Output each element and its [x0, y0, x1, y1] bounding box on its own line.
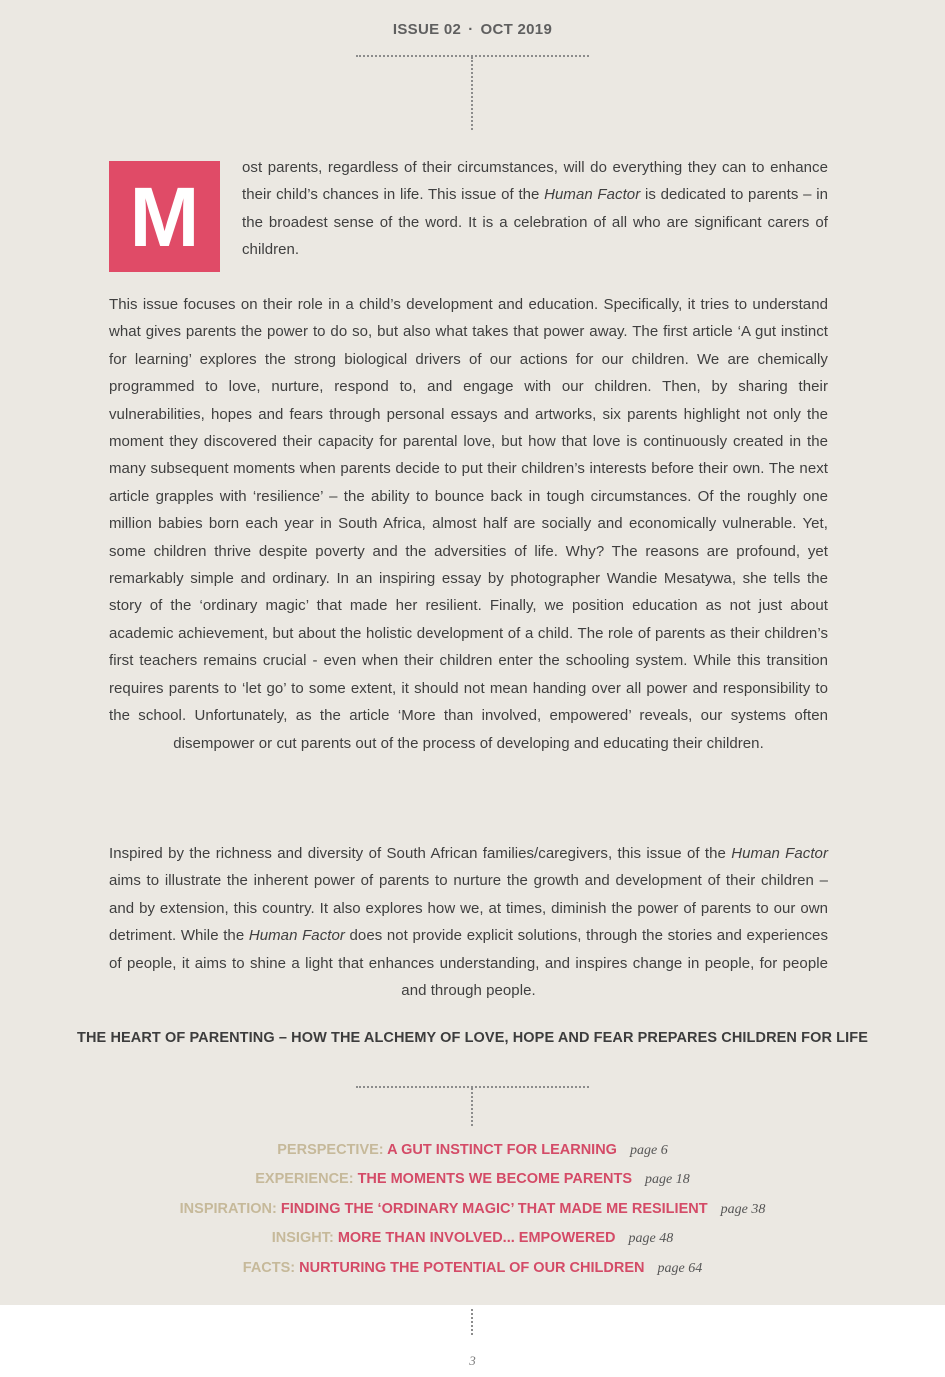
contents-page: page 6 — [630, 1143, 668, 1158]
contents-page: page 64 — [657, 1260, 703, 1276]
page-number: 3 — [469, 1353, 476, 1368]
contents-category: PERSPECTIVE: — [277, 1142, 384, 1158]
contents-title[interactable]: A GUT INSTINCT FOR LEARNING — [387, 1142, 617, 1158]
second-part-2: aims to illustrate the inherent power of parents to nurture the growth and development of their children – and by extension, this country. It also explores how we, at times, diminish the power of parents to our own detriment. While the — [109, 872, 828, 945]
body-paragraph: This issue focuses on their role in a child’s development and education. Specifically, it tries to understand what gives parents the power to do so, but also what takes that power away. The first article ‘A gut instinct for learning’ explores the strong biological drivers of our actions for our children. We are chemically programmed to love, nurture, respond to, and engage with our children. Then, by sharing their vulnerabilities, hopes and fears through personal essays and artworks, six parents highlight not only the moment they discovered their capacity for parental love, but how that love is continuously created in the many subsequent moments when parents decide to put their children’s interests before their own. The next article grapples with ‘resilience’ – the ability to bounce back in tough circumstances. Of the roughly one million babies born each year in South Africa, almost half are socially and economically vulnerable. Yet, some children thrive despite poverty and the adversities of life. Why? The reasons are profound, yet remarkably simple and ordinary. In an inspiring essay by photographer Wandie Mesatywa, she tells the story of the ‘ordinary magic’ that made her resilient. Finally, we position education as not just about academic achievement, but about the holistic development of a child. The role of parents as their children’s first teachers remains crucial - even when their children enter the schooling system. While this transition requires parents to ‘let go’ to some extent, it should not mean handing over all power and responsibility to the school. Unfortunately, as the article ‘More than involved, empowered’ reveals, our systems often disempower or cut parents out of the process of developing and educating their children. — [109, 296, 828, 752]
contents-item[interactable] — [0, 1226, 945, 1255]
issue-date: OCT 2019 — [480, 21, 553, 38]
contents-item[interactable] — [0, 1167, 945, 1196]
publication-name: Human Factor — [731, 845, 828, 862]
contents-title[interactable]: THE MOMENTS WE BECOME PARENTS — [357, 1171, 633, 1188]
contents-category: INSPIRATION: — [179, 1200, 277, 1217]
intro-paragraph — [242, 154, 828, 264]
contents-page: page 38 — [720, 1201, 766, 1217]
issue-label — [0, 21, 945, 38]
second-part-1: Inspired by the richness and diversity of South African families/caregivers, this issue of the — [109, 845, 732, 862]
contents-page: page 18 — [645, 1172, 690, 1188]
second-part-3: does not provide explicit solutions, through the stories and experiences of people, it aims to shine a light that enhances understanding, and inspires change in people, for people and through people. — [109, 927, 828, 1000]
publication-name: Human Factor — [544, 186, 641, 204]
contents-title[interactable]: FINDING THE ‘ORDINARY MAGIC’ THAT MADE ME RESILIENT — [280, 1200, 708, 1217]
contents-list — [0, 1138, 945, 1285]
contents-title[interactable]: NURTURING THE POTENTIAL OF OUR CHILDREN — [299, 1259, 645, 1276]
footer-vertical-divider — [471, 1309, 473, 1335]
intro-lead: ost parents, regardless of their circumstances, will do everything they can to enhance their child’s chances in life. This issue of the — [242, 159, 828, 204]
publication-name: Human Factor — [248, 927, 345, 945]
contents-page: page 48 — [628, 1231, 674, 1247]
issue-number: ISSUE 02 — [392, 21, 462, 38]
intro-tail: is dedicated to parents – in the broadest sense of the word. It is a celebration of all who are significant carers of children. — [242, 186, 828, 259]
contents-item[interactable] — [0, 1256, 945, 1285]
section-heading: THE HEART OF PARENTING – HOW THE ALCHEMY OF LOVE, HOPE AND FEAR PREPARES CHILDREN FOR LIFE — [77, 1030, 868, 1046]
contents-item[interactable] — [0, 1138, 945, 1167]
top-vertical-divider — [471, 57, 473, 130]
contents-item[interactable] — [0, 1197, 945, 1226]
second-paragraph — [109, 840, 828, 1004]
contents-category: EXPERIENCE: — [255, 1171, 354, 1188]
contents-category: FACTS: — [242, 1259, 296, 1276]
issue-separator: · — [468, 21, 474, 38]
contents-category: INSIGHT: — [271, 1230, 334, 1247]
drop-cap: M — [109, 161, 220, 272]
contents-title[interactable]: MORE THAN INVOLVED... EMPOWERED — [337, 1230, 616, 1247]
contents-vertical-divider — [471, 1088, 473, 1126]
